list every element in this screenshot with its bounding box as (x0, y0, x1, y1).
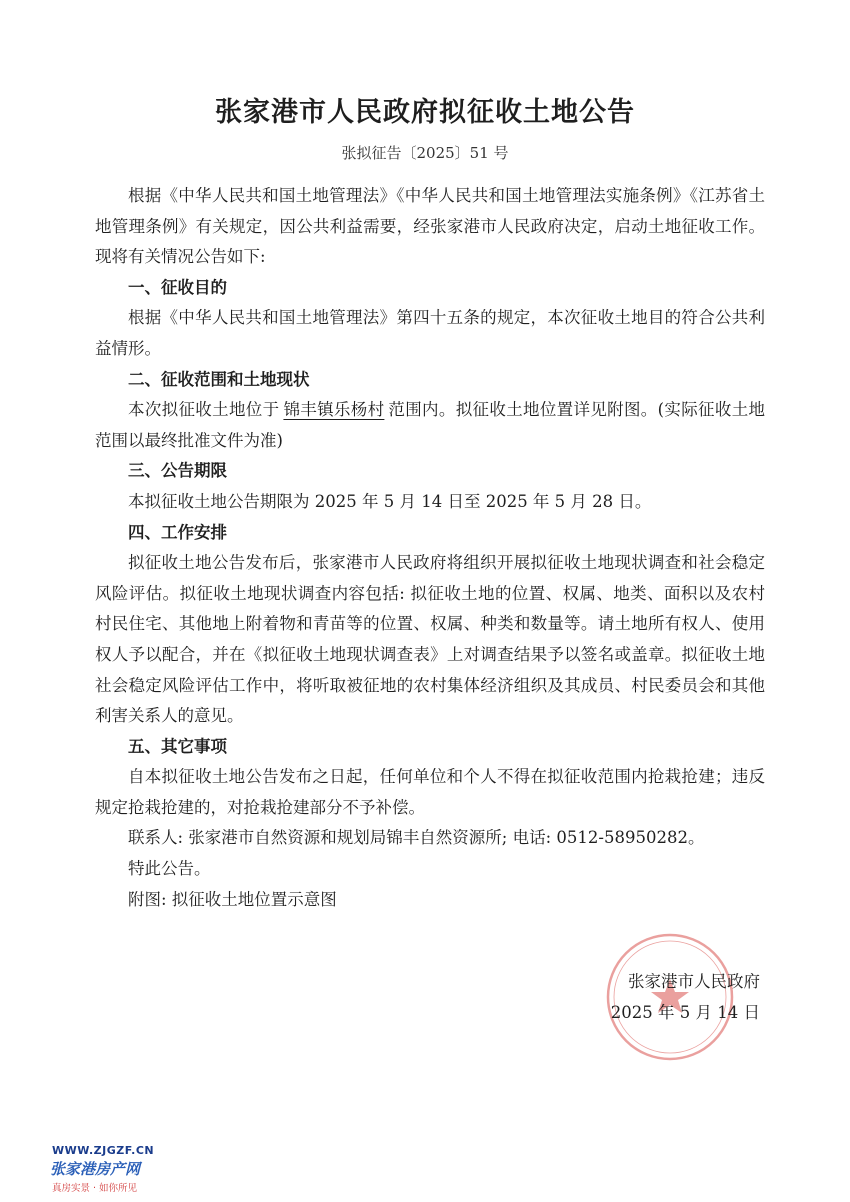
section-text-purpose: 根据《中华人民共和国土地管理法》第四十五条的规定，本次征收土地目的符合公共利益情形。 (95, 308, 765, 358)
issue-date: 2025 年 5 月 14 日 (610, 1003, 760, 1022)
scope-text-before: 本次拟征收土地位于 (128, 400, 280, 420)
section-text-period: 本拟征收土地公告期限为 2025 年 5 月 14 日至 2025 年 5 月 28 日。 (128, 491, 652, 511)
signature-block (611, 966, 760, 1028)
issuer-name: 张家港市人民政府 (628, 972, 760, 991)
attachment-line: 附图: 拟征收土地位置示意图 (128, 889, 337, 909)
contact-line: 联系人: 张家港市自然资源和规划局锦丰自然资源所; 电话: 0512-58950282。 (128, 828, 705, 848)
closing-line: 特此公告。 (128, 859, 211, 879)
section-heading-purpose: 一、征收目的 (128, 277, 227, 297)
location-name: 锦丰镇乐杨村 (283, 400, 385, 420)
section-heading-arrangement: 四、工作安排 (128, 522, 227, 542)
page-title: 张家港市人民政府拟征收土地公告 (215, 97, 635, 128)
section-heading-other: 五、其它事项 (128, 736, 227, 756)
announcement-body (95, 181, 765, 915)
section-text-other: 自本拟征收土地公告发布之日起，任何单位和个人不得在拟征收范围内抢栽抢建；违反规定抢栽抢建的，对抢栽抢建部分不予补偿。 (95, 767, 765, 817)
intro-paragraph: 根据《中华人民共和国土地管理法》《中华人民共和国土地管理法实施条例》《江苏省土地管理条例》有关规定，因公共利益需要，经张家港市人民政府决定，启动土地征收工作。现将有关情况公告如下: (95, 186, 765, 267)
watermark-url: WWW.ZJGZF.CN (52, 1144, 155, 1157)
section-text-scope (95, 395, 765, 456)
section-heading-period: 三、公告期限 (128, 461, 227, 481)
document-number: 张拟征告〔2025〕51 号 (341, 144, 509, 162)
watermark-slogan: 真房实景 · 如你所见 (52, 1183, 138, 1194)
section-text-arrangement: 拟征收土地公告发布后，张家港市人民政府将组织开展拟征收土地现状调查和社会稳定风险评估。拟征收土地现状调查内容包括: 拟征收土地的位置、权属、地类、面积以及农村村民住宅、其他地上附着物和青苗等的位置、权属、种类和数量等。请土地所有权人、使用权人予以配合，并在《拟征收土地现状调查表》上对调查结果予以签名或盖章。拟征收土地社会稳定风险评估工作中，将听取被征地的农村集体经济组织及其成员、村民委员会和其他利害关系人的意见。 (95, 553, 765, 726)
section-heading-scope: 二、征收范围和土地现状 (128, 369, 310, 389)
watermark-logo: 张家港房产网 (50, 1160, 141, 1178)
scope-text-after: 范围内。拟征收土地位置详见附图。(实际征收土地范围以最终批准文件为准) (95, 400, 766, 450)
